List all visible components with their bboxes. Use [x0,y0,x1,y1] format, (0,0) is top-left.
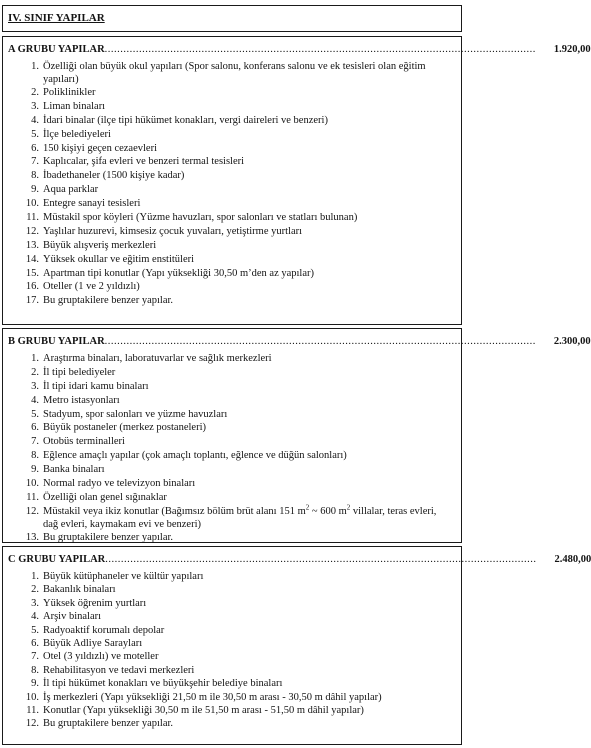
section-a-name: A GRUBU YAPILAR [8,44,105,55]
list-item [19,570,453,583]
item-number: 6. [31,637,39,649]
item-number: 6. [31,142,39,154]
list-item [19,197,453,211]
item-text: Oteller (1 ve 2 yıldızlı) [43,281,140,293]
item-number: 9. [31,678,39,690]
section-a-box [2,36,591,325]
item-number: 2. [31,87,39,98]
section-c-list [19,570,453,731]
list-item [19,421,453,435]
section-b-list [19,352,453,545]
item-number: 4. [31,114,39,126]
list-item [19,114,453,128]
item-number: 12. [25,225,39,237]
item-number: 2. [31,584,39,596]
list-item [19,637,453,650]
list-item [19,650,453,663]
section-b-name: B GRUBU YAPILAR [8,336,105,347]
item-text: Yaşlılar huzurevi, kimsesiz çocuk yuvaları, yetiştirme yurtları [43,225,303,237]
item-text: Büyük Adliye Sarayları [43,637,143,649]
item-number: 5. [31,408,39,420]
item-number: 12. [25,718,39,730]
list-item [19,664,453,677]
list-item [19,610,453,623]
item-number: 2. [31,366,39,378]
list-item [19,717,453,730]
leader-dots: .......................................................................................................................................... [104,44,536,55]
item-number: 4. [31,611,39,623]
item-text: Eğlence amaçlı yapılar (çok amaçlı toplantı, eğlence ve düğün salonları) [43,450,347,462]
item-text: Entegre sanayi tesisleri [43,198,141,210]
list-item [19,408,453,422]
item-text: Normal radyo ve televizyon binaları [43,478,196,490]
item-text: Apartman tipi konutlar (Yapı yüksekliği 30,50 m’den az yapılar) [43,267,315,279]
list-item [19,394,453,408]
list-item [19,100,453,114]
item-text: İlçe belediyeleri [43,128,111,140]
item-text: Bu gruptakilere benzer yapılar. [43,531,174,543]
list-item [19,366,453,380]
section-a-list [19,60,453,308]
item-number: 7. [31,651,39,663]
item-number: 13. [25,239,39,251]
item-text: Arşiv binaları [43,611,102,623]
list-item [19,352,453,366]
item-number: 3. [31,380,39,392]
item-text: İbadethaneler (1500 kişiye kadar) [43,170,185,182]
list-item [19,253,453,267]
item-number: 8. [31,450,39,462]
item-text: İl tipi belediyeler [43,366,116,378]
item-text: Otel (3 yıldızlı) ve moteller [43,651,159,663]
item-number: 11. [26,212,39,224]
item-number: 8. [31,664,39,676]
item-number: 15. [25,267,39,279]
list-item [19,239,453,253]
item-text: Bu gruptakilere benzer yapılar. [43,718,174,730]
section-c-header [8,553,591,566]
leader-dots: .......................................................................................................................................... [105,554,537,565]
item-text: Büyük kütüphaneler ve kültür yapıları [43,571,204,582]
list-item [19,128,453,142]
list-item [19,183,453,197]
list-item [19,491,453,505]
section-c-name: C GRUBU YAPILAR [8,554,106,565]
item-number: 1. [31,61,39,72]
list-item [19,169,453,183]
list-item [19,86,453,100]
item-text: Konutlar (Yapı yüksekliği 30,50 m ile 51,50 m arası - 51,50 m dâhil yapılar) [43,704,364,716]
list-item [19,477,453,491]
item-text: Büyük postaneler (merkez postaneleri) [43,422,206,434]
list-item [19,704,453,717]
list-item [19,294,453,308]
item-text: Araştırma binaları, laboratuvarlar ve sağlık merkezleri [43,353,272,364]
item-number: 10. [25,691,39,703]
section-b-price: 2.300,00 [553,336,591,347]
list-item [19,267,453,281]
item-text: 150 kişiyi geçen cezaevleri [43,142,157,154]
list-item [19,435,453,449]
item-number: 9. [31,464,39,476]
item-number: 1. [31,571,39,582]
item-number: 5. [31,128,39,140]
leader-dots: .......................................................................................................................................... [104,336,536,347]
item-text: Özelliği olan büyük okul yapıları (Spor salonu, konferans salonu ve ek tesisleri olan eğitim yapıları) [43,61,426,85]
item-number: 3. [31,597,39,609]
item-text: Yüksek öğrenim yurtları [43,597,147,609]
item-number: 6. [31,422,39,434]
item-text: Banka binaları [43,464,105,476]
section-b-header [8,335,591,348]
list-item [19,60,453,86]
item-number: 3. [31,100,39,112]
item-text: İdari binalar (ilçe tipi hükümet konakları, vergi daireleri ve benzeri) [43,114,328,126]
item-number: 5. [31,624,39,636]
item-text: Büyük alışveriş merkezleri [43,239,157,251]
section-a-header [8,43,591,56]
item-number: 1. [31,353,39,364]
item-text: Müstakil spor köyleri (Yüzme havuzları, spor salonları ve statları bulunan) [43,212,358,224]
list-item [19,624,453,637]
item-text: Liman binaları [43,100,106,112]
item-text: Kaplıcalar, şifa evleri ve benzeri termal tesisleri [43,156,245,168]
item-text: Metro istasyonları [43,394,120,406]
item-number: 10. [25,198,39,210]
item-number: 13. [25,531,39,543]
item-number: 11. [26,491,39,503]
item-number: 14. [25,253,39,265]
item-text: Radyoaktif korumalı depolar [43,624,165,636]
section-c-price: 2.480,00 [554,554,591,565]
list-item [19,155,453,169]
list-item [19,677,453,690]
item-number: 4. [31,394,39,406]
item-text: Otobüs terminalleri [43,436,125,448]
item-text: Bu gruptakilere benzer yapılar. [43,295,174,307]
item-text: İl tipi idari kamu binaları [43,380,149,392]
list-item [19,691,453,704]
item-number: 9. [31,184,39,196]
item-number: 12. [25,505,39,517]
item-text: Müstakil veya ikiz konutlar (Bağımsız bölüm brüt alanı 151 $m^2$ ~ 600 $m^2$ villalar, teras evleri, dağ evleri, kaymakam evi ve benzeri) [43,503,437,530]
item-text: Rehabilitasyon ve tedavi merkezleri [43,664,195,676]
section-b-box [2,328,591,543]
list-item [19,449,453,463]
item-number: 11. [26,704,39,716]
list-item [19,583,453,596]
section-c-box [2,546,591,745]
list-item [19,463,453,477]
item-text: Aqua parklar [43,184,99,196]
list-item [19,142,453,156]
item-number: 8. [31,170,39,182]
list-item [19,211,453,225]
item-text: Stadyum, spor salonları ve yüzme havuzları [43,408,228,420]
item-text: İl tipi hükümet konakları ve büyükşehir belediye binaları [43,678,283,690]
section-a-price: 1.920,00 [553,44,591,55]
item-number: 7. [31,156,39,168]
title-box [2,5,462,32]
list-item [19,280,453,294]
list-item [19,380,453,394]
item-number: 16. [25,281,39,293]
page-title: IV. SINIF YAPILAR [8,12,105,24]
item-number: 17. [25,295,39,307]
item-text: Özelliği olan genel sığınaklar [43,491,167,503]
list-item [19,597,453,610]
item-text: Poliklinikler [43,87,96,98]
list-item [19,531,453,545]
item-text: Bakanlık binaları [43,584,116,596]
item-text: Yüksek okullar ve eğitim enstitüleri [43,253,195,265]
item-number: 10. [25,478,39,490]
list-item [19,505,453,531]
item-text: İş merkezleri (Yapı yüksekliği 21,50 m ile 30,50 m arası - 30,50 m dâhil yapılar) [43,691,382,703]
list-item [19,225,453,239]
item-number: 7. [31,436,39,448]
